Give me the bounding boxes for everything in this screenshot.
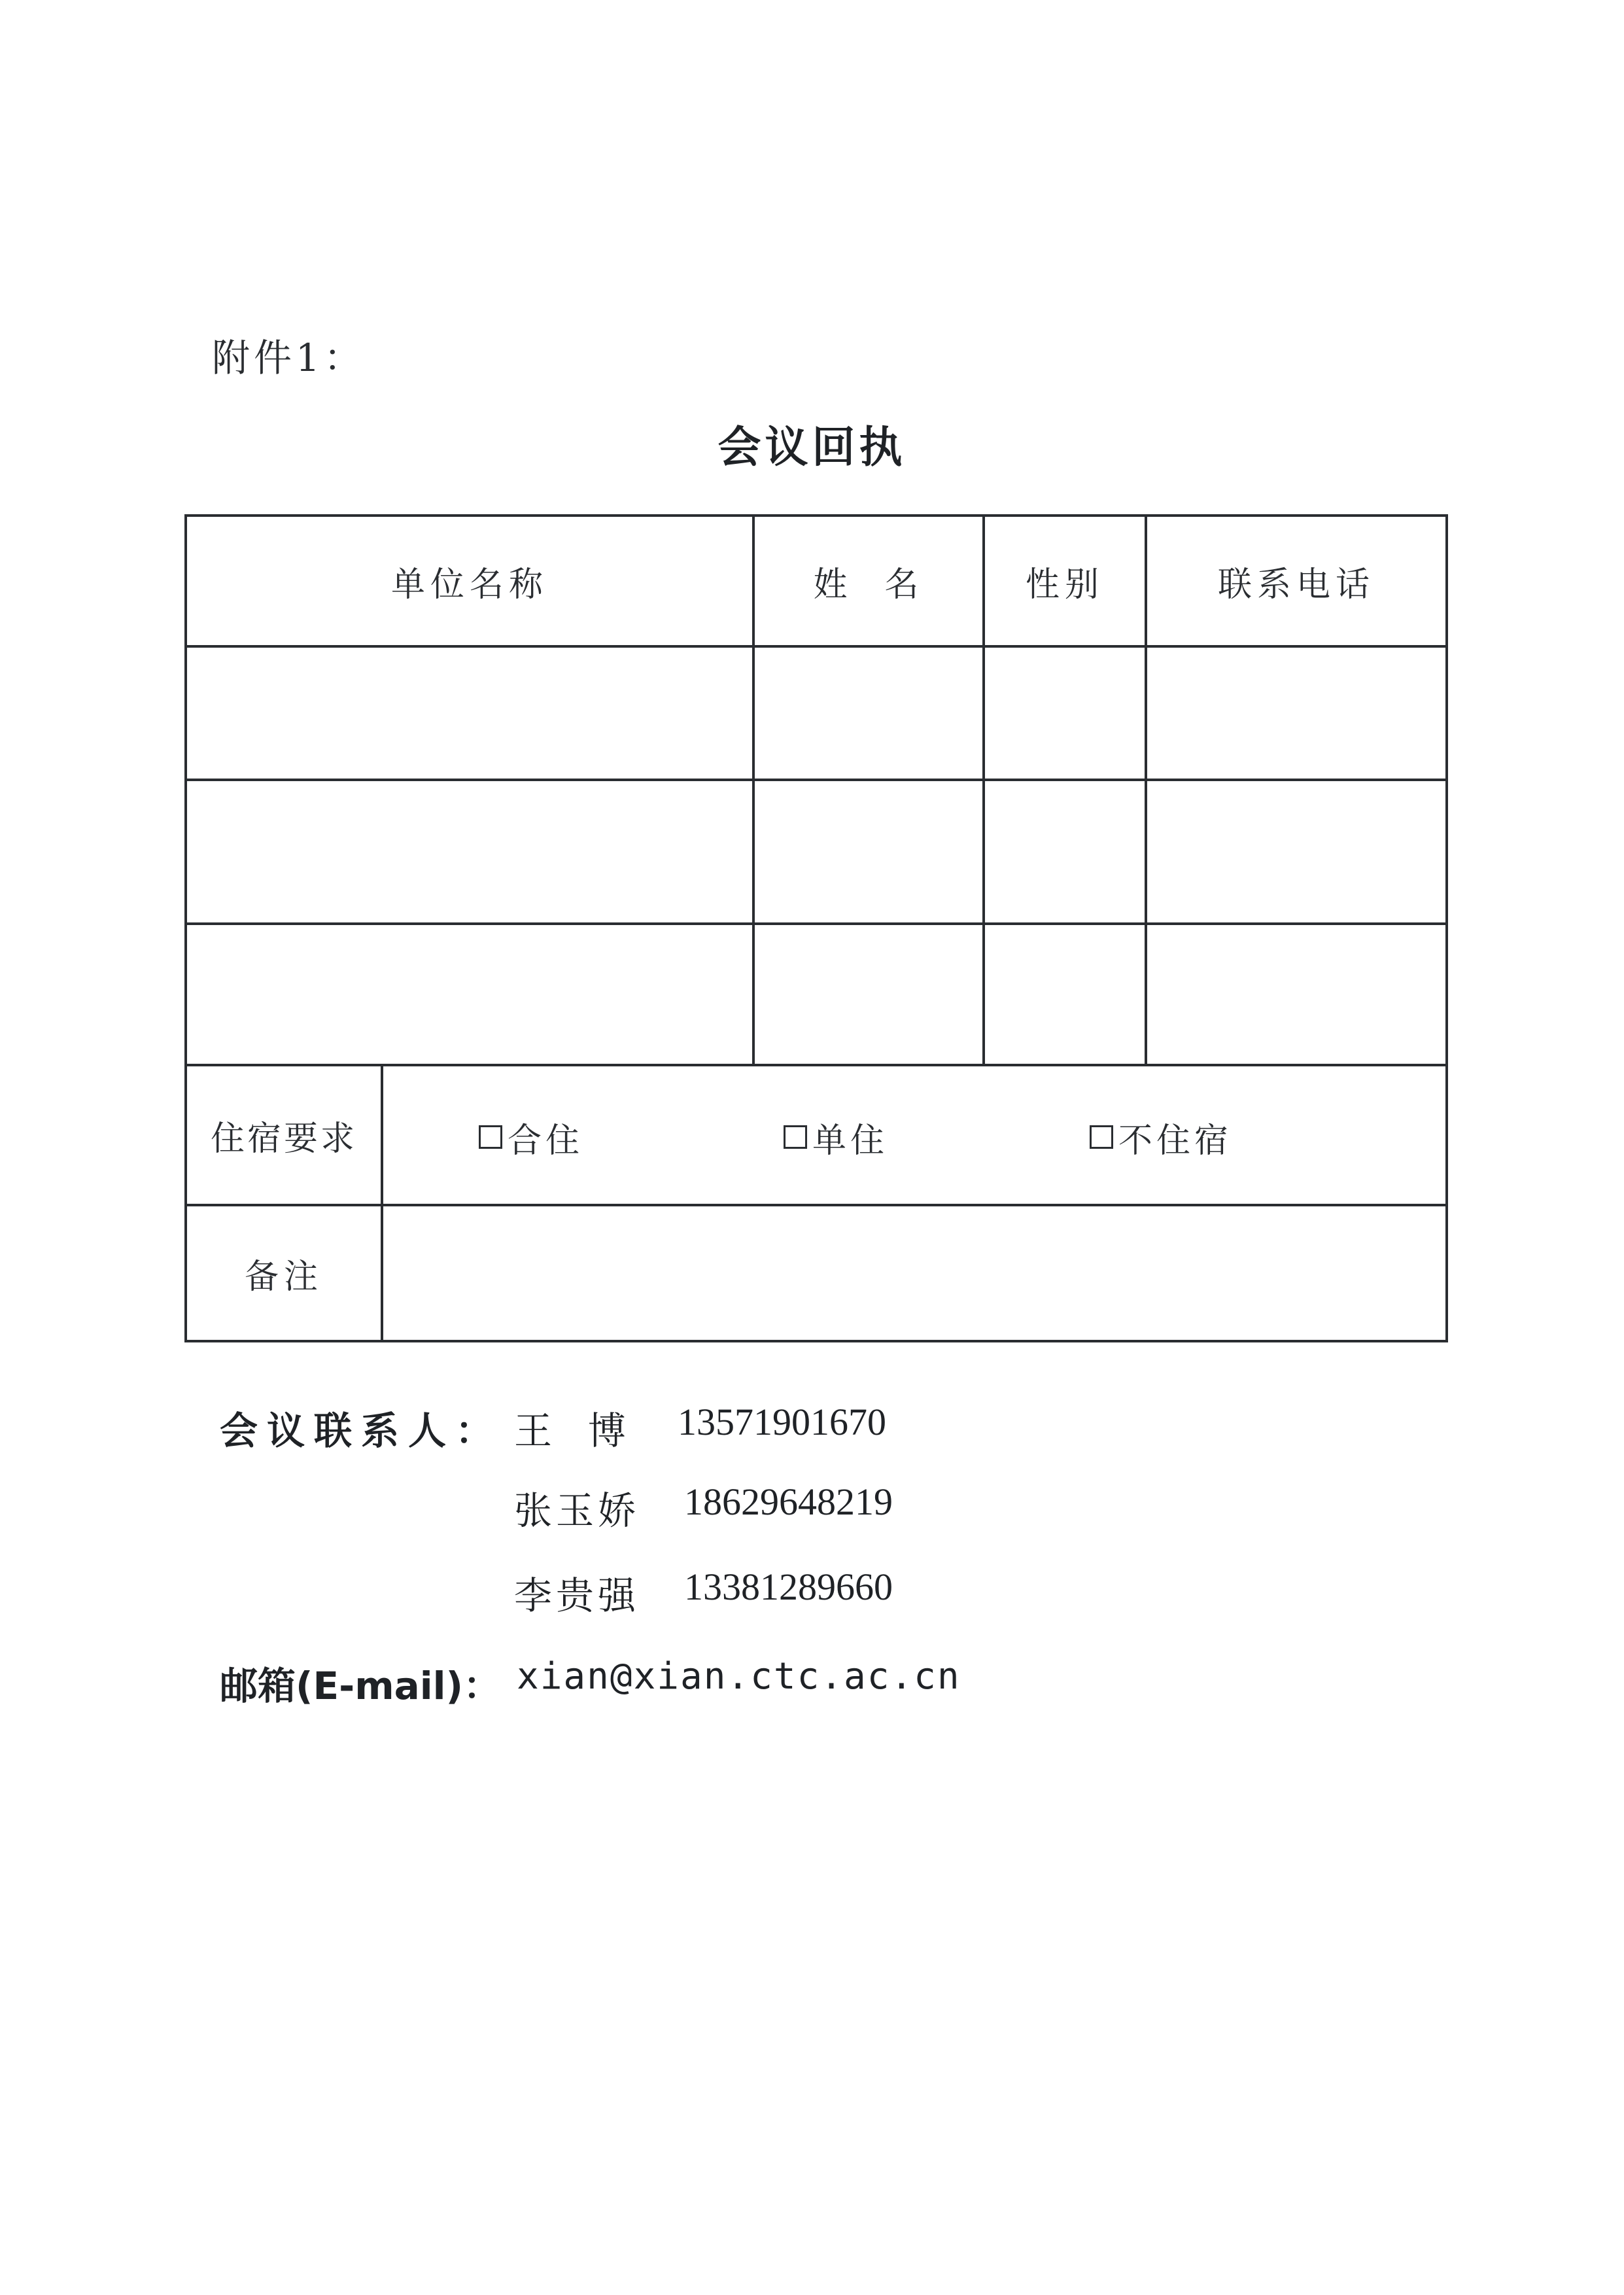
- header-unit-name: 单位名称: [390, 565, 548, 604]
- row1-name-cell[interactable]: [753, 646, 984, 780]
- contact-phone: 13571901670: [678, 1401, 886, 1443]
- row1-gender-cell[interactable]: [984, 646, 1146, 780]
- contacts-label: 会议联系人：: [220, 1409, 503, 1453]
- row3-gender-cell[interactable]: [984, 924, 1146, 1065]
- page-title: 会议回执: [717, 422, 907, 472]
- contact-name: 张玉娇: [514, 1488, 640, 1533]
- lodging-option-label: 单住: [812, 1121, 889, 1161]
- header-name: 姓 名: [813, 565, 924, 604]
- row1-unit-cell[interactable]: [186, 646, 753, 780]
- checkbox-icon[interactable]: [784, 1125, 807, 1149]
- contact-name: 李贵强: [514, 1573, 640, 1618]
- lodging-option-label: 合住: [508, 1121, 584, 1161]
- email-label: 邮箱(E-mail)：: [220, 1664, 502, 1708]
- row3-unit-cell[interactable]: [186, 924, 753, 1065]
- row2-unit-cell[interactable]: [186, 780, 753, 924]
- row3-name-cell[interactable]: [753, 924, 984, 1065]
- lodging-option-single[interactable]: [784, 1104, 888, 1170]
- lodging-option-label: 不住宿: [1118, 1121, 1233, 1161]
- row1-phone-cell[interactable]: [1146, 646, 1447, 780]
- header-phone: 联系电话: [1217, 565, 1375, 604]
- lodging-option-shared[interactable]: [479, 1104, 583, 1170]
- row3-phone-cell[interactable]: [1146, 924, 1447, 1065]
- lodging-label: 住宿要求: [210, 1119, 357, 1159]
- contact-name: 王 博: [514, 1409, 630, 1453]
- row2-phone-cell[interactable]: [1146, 780, 1447, 924]
- row2-gender-cell[interactable]: [984, 780, 1146, 924]
- email-address[interactable]: xian@xian.ctc.ac.cn: [517, 1655, 961, 1698]
- header-gender: 性别: [1025, 565, 1104, 604]
- remarks-field[interactable]: [382, 1205, 1447, 1341]
- row2-name-cell[interactable]: [753, 780, 984, 924]
- contact-phone: 13381289660: [684, 1566, 893, 1608]
- attachment-label: 附件1：: [212, 336, 366, 380]
- checkbox-icon[interactable]: [479, 1125, 502, 1149]
- lodging-option-none[interactable]: [1090, 1104, 1232, 1170]
- remarks-label: 备注: [244, 1257, 323, 1297]
- contact-phone: 18629648219: [684, 1480, 893, 1523]
- checkbox-icon[interactable]: [1090, 1125, 1113, 1149]
